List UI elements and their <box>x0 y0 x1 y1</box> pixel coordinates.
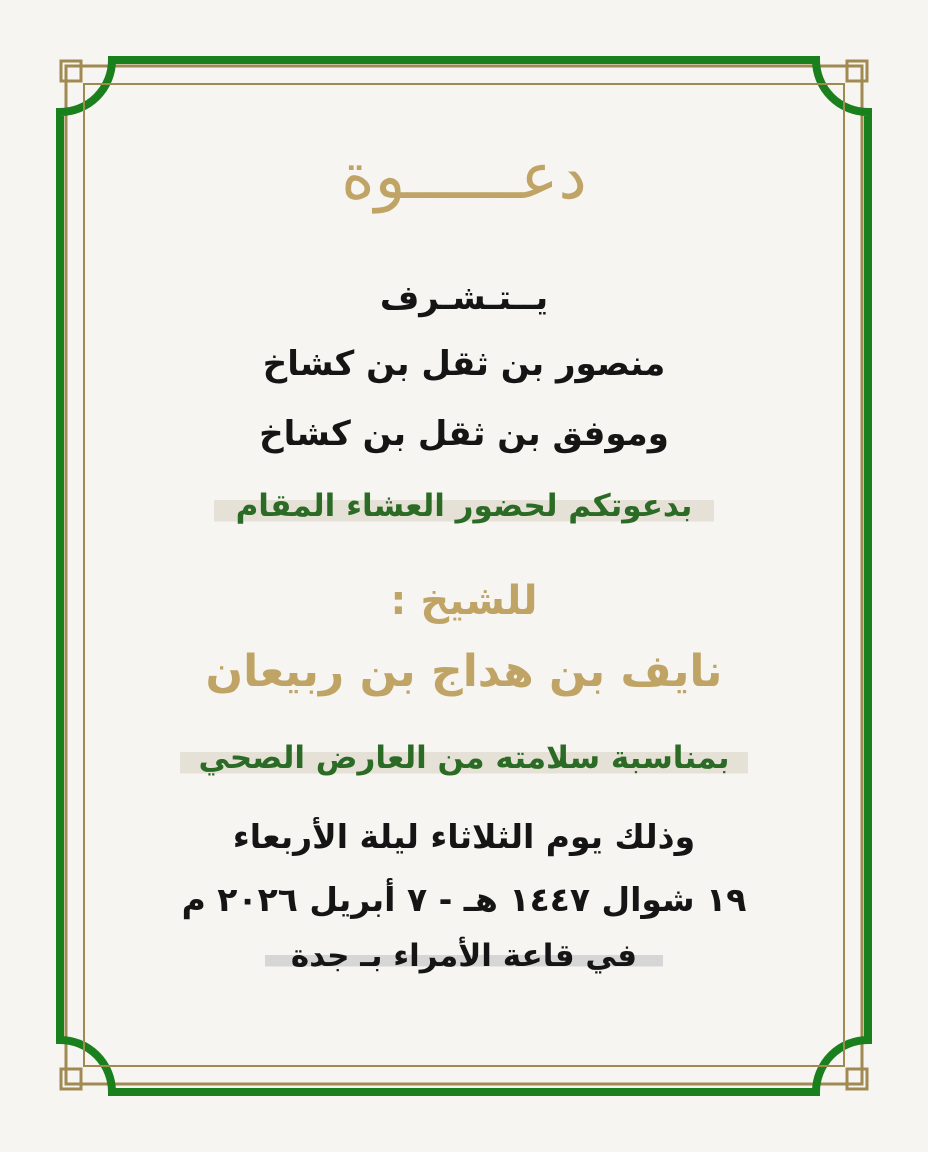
date-line: ١٩ شوال ١٤٤٧ هـ - ٧ أبريل ٢٠٢٦ م <box>181 880 747 919</box>
host-name-2: وموفق بن ثقل بن كشاخ <box>259 414 669 454</box>
honoree-name: نايف بن هداج بن ربيعان <box>205 646 723 697</box>
frame-corner-squares <box>61 61 867 1089</box>
venue-text: في قاعة الأمراء بـ جدة <box>265 940 663 973</box>
occasion-wrap <box>0 742 928 775</box>
frame-outer-gold-line <box>66 66 862 1084</box>
venue-wrap <box>0 940 928 973</box>
honoree-label: للشيخ : <box>390 578 538 624</box>
invite-line: بدعوتكم لحضور العشاء المقام <box>214 490 715 523</box>
invite-line-wrap <box>0 490 928 523</box>
day-line: وذلك يوم الثلاثاء ليلة الأربعاء <box>232 817 696 856</box>
intro-text: يــتـشـرف <box>379 278 549 318</box>
host-name-1: منصور بن ثقل بن كشاخ <box>262 344 666 384</box>
occasion-text: بمناسبة سلامته من العارض الصحي <box>180 742 747 775</box>
card-title: دعــــــوة <box>341 140 587 214</box>
